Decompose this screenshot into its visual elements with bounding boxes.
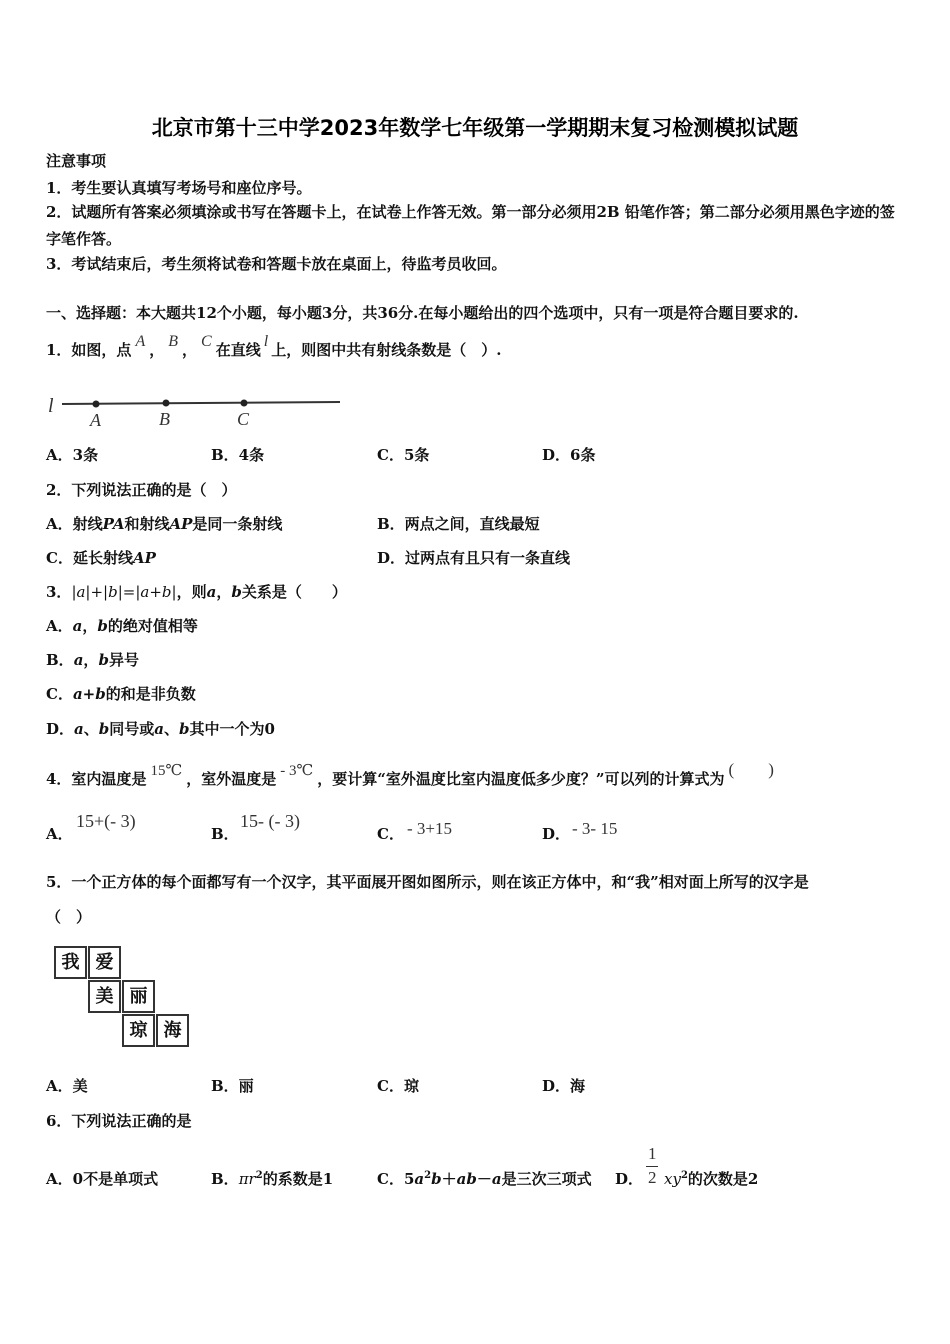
q5-stem-paren: （ ） <box>46 908 92 926</box>
figure-point-b <box>163 400 170 407</box>
q4-option-a[interactable]: A． <box>46 825 73 843</box>
q4-option-b-expr: 15- (- 3) <box>240 811 300 831</box>
q6-option-d[interactable]: D． <box>615 1170 644 1188</box>
notice-item-2: 2．试题所有答案必须填涂或书写在答题卡上，在试卷上作答无效。第一部分必须用2B 铅笔作答；第二部分必须用黑色字迹的签字笔作答。 <box>46 203 895 248</box>
q1-option-b[interactable]: B．4条 <box>211 446 265 464</box>
figure-point-c <box>241 400 248 407</box>
q2-option-d[interactable]: D．过两点有且只有一条直线 <box>377 549 571 567</box>
figure-point-a <box>93 401 100 408</box>
q6-option-b[interactable]: B．$\pi r^2$的系数是1 <box>211 1170 334 1188</box>
q5-cube-net <box>54 946 194 1052</box>
figure-line-label: l <box>48 395 54 417</box>
q2-option-c[interactable]: C．延长射线AP <box>46 549 156 567</box>
net-cell: 爱 <box>88 946 121 979</box>
q6-option-c[interactable]: C．$5a^2b+ab-a$是三次三项式 <box>377 1170 592 1188</box>
figure-line <box>62 402 340 404</box>
q4-option-c[interactable]: C． <box>377 825 404 843</box>
q1-option-a[interactable]: A．3条 <box>46 446 99 464</box>
net-cell: 我 <box>54 946 87 979</box>
q3-stem: 3．|a|+|b|=|a+b|，则a，b关系是（ ） <box>46 583 347 601</box>
q5-stem: 5．一个正方体的每个面都写有一个汉字，其平面展开图如图所示，则在该正方体中，和“我”相对面上所写的汉字是 <box>46 873 809 891</box>
q3-option-d[interactable]: D．a、b同号或a、b其中一个为0 <box>46 720 275 738</box>
q3-option-b[interactable]: B．a，b异号 <box>46 651 139 669</box>
q4-option-b[interactable]: B． <box>211 825 239 843</box>
q6-fraction-numerator: 1 <box>648 1144 657 1163</box>
q6-option-d-rest: $xy^2$的次数是2 <box>664 1170 759 1188</box>
notice-item-3: 3．考试结束后，考生须将试卷和答题卡放在桌面上，待监考员收回。 <box>46 255 507 273</box>
q5-option-d[interactable]: D．海 <box>542 1077 586 1095</box>
q4-option-c-expr: - 3+15 <box>407 819 452 838</box>
q6-fraction-bar <box>646 1166 658 1167</box>
net-cell: 美 <box>88 980 121 1013</box>
q5-option-a[interactable]: A．美 <box>46 1077 88 1095</box>
q1-line-figure <box>44 386 344 432</box>
q2-stem: 2．下列说法正确的是（ ） <box>46 481 237 499</box>
notice-heading: 注意事项 <box>46 152 107 170</box>
q6-option-a[interactable]: A．0不是单项式 <box>46 1170 159 1188</box>
net-cell: 海 <box>156 1014 189 1047</box>
figure-label-c: C <box>237 409 250 429</box>
net-cell: 琼 <box>122 1014 155 1047</box>
q2-option-b[interactable]: B．两点之间，直线最短 <box>377 515 540 533</box>
figure-label-a: A <box>90 410 101 430</box>
q5-option-b[interactable]: B．丽 <box>211 1077 254 1095</box>
section-heading: 一、选择题：本大题共12个小题，每小题3分，共36分.在每小题给出的四个选项中，只有一项是符合题目要求的. <box>46 304 799 322</box>
q4-option-d[interactable]: D． <box>542 825 571 843</box>
q6-stem: 6．下列说法正确的是 <box>46 1112 192 1130</box>
page-title: 北京市第十三中学2023年数学七年级第一学期期末复习检测模拟试题 <box>151 116 799 140</box>
q4-option-a-expr: 15+(- 3) <box>76 811 136 831</box>
q2-option-a[interactable]: A．射线PA和射线AP是同一条射线 <box>46 515 283 533</box>
q4-stem: 4．室内温度是 15℃ ，室外温度是 - 3℃ ，要计算“室外温度比室内温度低多少度？”可以列的计算式为 ( ) <box>46 760 774 788</box>
q1-stem: 1．如图，点 A ， B ， C 在直线 l 上，则图中共有射线条数是（ ）. <box>46 333 502 359</box>
q1-option-c[interactable]: C．5条 <box>377 446 430 464</box>
q6-fraction-denominator: 2 <box>648 1168 657 1187</box>
notice-item-1: 1．考生要认真填写考场号和座位序号。 <box>46 179 312 197</box>
figure-label-b: B <box>159 409 170 429</box>
q1-option-d[interactable]: D．6条 <box>542 446 596 464</box>
q3-option-a[interactable]: A．a，b的绝对值相等 <box>46 617 198 635</box>
q5-option-c[interactable]: C．琼 <box>377 1077 419 1095</box>
q3-option-c[interactable]: C．a+b的和是非负数 <box>46 685 196 703</box>
q4-option-d-expr: - 3- 15 <box>572 819 618 838</box>
net-cell: 丽 <box>122 980 155 1013</box>
